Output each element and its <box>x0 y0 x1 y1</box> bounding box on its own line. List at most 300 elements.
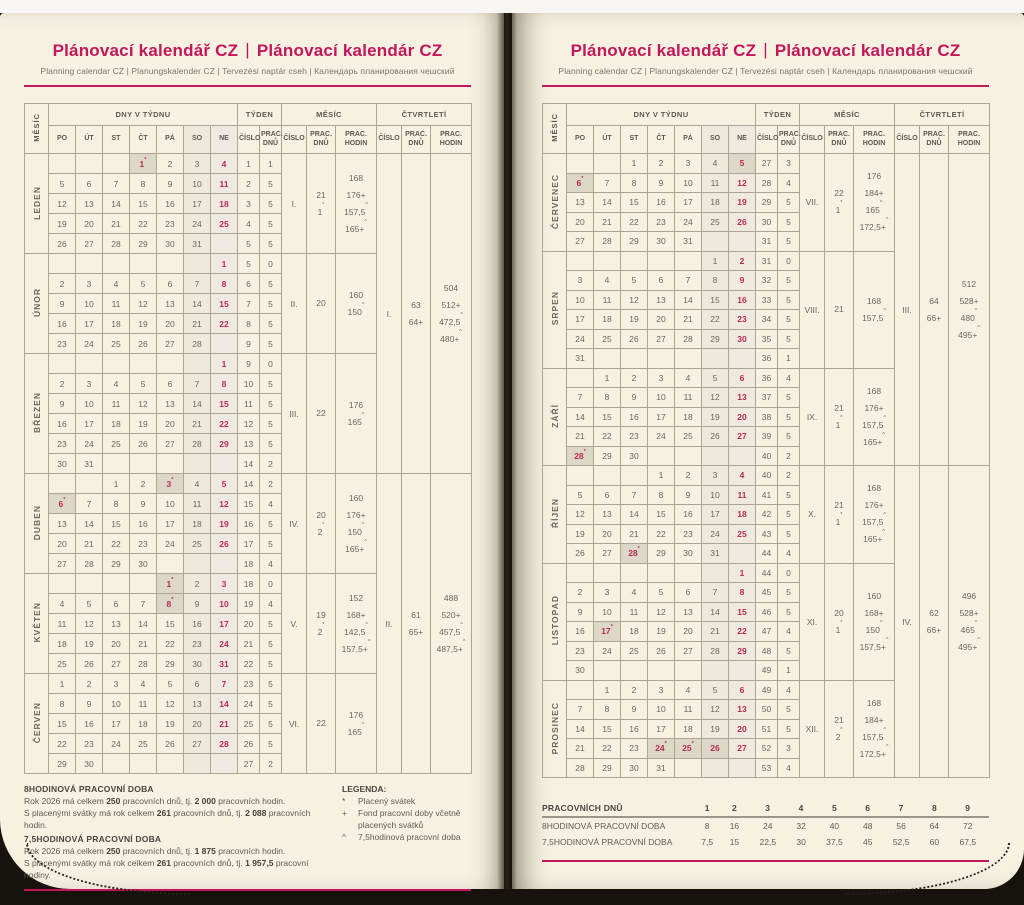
day-cell: 18 <box>675 407 702 427</box>
day-cell: 19 <box>157 714 184 734</box>
day-cell: 30 <box>621 446 648 466</box>
week-workdays-cell: 5 <box>260 514 282 534</box>
day-cell: 13 <box>103 614 130 634</box>
day-cell: 26 <box>157 734 184 754</box>
day-cell: 25 <box>675 427 702 447</box>
month-group-header: MĚSÍC <box>800 104 895 126</box>
day-cell: 22 <box>211 414 238 434</box>
day-cell: 19 <box>702 719 729 739</box>
day-cell: 4 <box>130 674 157 694</box>
day-cell: 25 <box>49 654 76 674</box>
week-number-cell: 9 <box>238 334 260 354</box>
day-cell: 21 <box>594 212 621 232</box>
day-cell: 30 <box>675 544 702 564</box>
day-cell <box>567 251 594 271</box>
page-title <box>542 41 989 61</box>
day-cell <box>76 474 103 494</box>
day-cell: 3 <box>675 154 702 174</box>
workdays-value-cell: 37,5 <box>826 837 843 847</box>
week-workdays-cell: 4 <box>260 494 282 514</box>
day-cell: 27 <box>103 654 130 674</box>
day-cell: 27 <box>157 334 184 354</box>
week-workdays-cell: 5 <box>778 212 800 232</box>
workdays-count-header: 1 <box>692 800 722 817</box>
day-cell: 7 <box>76 494 103 514</box>
footer-rule <box>542 860 989 862</box>
day-cell: 3 <box>76 374 103 394</box>
week-workdays-cell: 5 <box>260 294 282 314</box>
day-cell: 24 <box>594 641 621 661</box>
week-number-cell: 7 <box>238 294 260 314</box>
day-cell: 28 <box>130 654 157 674</box>
week-workdays-cell: 0 <box>778 563 800 583</box>
week-number-cell: 10 <box>238 374 260 394</box>
day-cell: 22 <box>594 427 621 447</box>
week-number-cell: 23 <box>238 674 260 694</box>
day-cell <box>76 574 103 594</box>
day-cell: 1* <box>157 574 184 594</box>
day-cell: 18 <box>103 414 130 434</box>
week-workdays-cell: 5 <box>778 485 800 505</box>
day-cell: 5 <box>157 674 184 694</box>
day-cell: 30 <box>157 234 184 254</box>
day-header-sun: NE <box>729 126 756 154</box>
month-workdays-cell: 19 2* <box>307 574 336 674</box>
day-cell <box>76 154 103 174</box>
day-cell <box>130 574 157 594</box>
workdays-value-cell: 30 <box>796 837 806 847</box>
day-cell: 21 <box>567 739 594 759</box>
day-cell: 21 <box>675 310 702 330</box>
day-cell: 5 <box>729 154 756 174</box>
day-cell: 27 <box>729 427 756 447</box>
week-number-cell: 27 <box>238 754 260 774</box>
week-workdays-cell: 5 <box>778 719 800 739</box>
day-cell: 10 <box>675 173 702 193</box>
week-number-cell: 35 <box>756 329 778 349</box>
month-workhours-cell: 168 176+ 157,5^ 165+^ <box>854 368 895 466</box>
day-cell: 21 <box>211 714 238 734</box>
day-cell: 16 <box>567 622 594 642</box>
day-cell: 5 <box>130 374 157 394</box>
day-cell: 12 <box>211 494 238 514</box>
day-cell <box>594 563 621 583</box>
week-number-cell: 25 <box>238 714 260 734</box>
day-cell: 28 <box>594 232 621 252</box>
day-cell: 20 <box>729 719 756 739</box>
day-cell: 16 <box>49 414 76 434</box>
week-number-cell: 28 <box>756 173 778 193</box>
day-cell: 9 <box>729 271 756 291</box>
week-number-cell: 17 <box>238 534 260 554</box>
week-number-cell: 6 <box>238 274 260 294</box>
week-workdays-cell: 5 <box>260 314 282 334</box>
day-cell: 29 <box>211 434 238 454</box>
week-number-cell: 33 <box>756 290 778 310</box>
day-cell: 22 <box>130 214 157 234</box>
day-cell: 23 <box>675 524 702 544</box>
title-sk: Plánovací kalendár CZ <box>774 41 961 60</box>
workdays-conversion-table <box>542 800 989 850</box>
day-cell: 12 <box>49 194 76 214</box>
header-rule <box>542 85 989 87</box>
month-workdays-cell: 21 1* <box>825 368 854 466</box>
quarter-workhours-cell: 488 520+ 457,5^ 487,5+^ <box>431 474 472 774</box>
day-cell: 28 <box>702 641 729 661</box>
day-cell: 11 <box>702 173 729 193</box>
workdays-count-header: 6 <box>856 800 880 817</box>
month-label: DUBEN <box>25 474 49 574</box>
week-number-cell: 47 <box>756 622 778 642</box>
day-cell: 12 <box>702 388 729 408</box>
day-cell: 12 <box>567 505 594 525</box>
month-workhours-cell: 176 184+ 165^ 172,5+^ <box>854 154 895 252</box>
month-number-cell: III. <box>282 354 307 474</box>
day-cell: 27 <box>157 434 184 454</box>
quarter-workhours-header: PRAC. HODIN <box>431 126 472 154</box>
day-cell <box>702 349 729 369</box>
week-workdays-cell: 5 <box>260 374 282 394</box>
workdays-count-header: 2 <box>722 800 746 817</box>
day-cell: 1 <box>702 251 729 271</box>
day-cell: 31 <box>76 454 103 474</box>
day-cell: 16 <box>130 514 157 534</box>
day-cell: 14 <box>567 407 594 427</box>
week-workdays-cell: 0 <box>778 251 800 271</box>
day-cell: 29 <box>702 329 729 349</box>
day-cell: 9 <box>76 694 103 714</box>
month-number-cell: XI. <box>800 563 825 680</box>
day-cell <box>648 563 675 583</box>
day-cell: 28 <box>211 734 238 754</box>
day-cell: 11 <box>103 294 130 314</box>
week-workdays-cell: 5 <box>778 407 800 427</box>
day-cell: 3 <box>702 466 729 486</box>
day-cell: 29 <box>103 554 130 574</box>
workdays-count-header: 5 <box>813 800 855 817</box>
day-cell: 12 <box>648 602 675 622</box>
day-cell: 1 <box>211 254 238 274</box>
legend-symbol: + <box>342 808 347 818</box>
month-workhours-cell: 152 168+ 142,5^ 157,5+^ <box>336 574 377 674</box>
week-number-cell: 44 <box>756 544 778 564</box>
day-cell: 15 <box>621 193 648 213</box>
legend-item <box>342 831 470 843</box>
day-cell <box>103 574 130 594</box>
day-cell: 24 <box>648 427 675 447</box>
day-cell: 18 <box>130 714 157 734</box>
day-cell: 14 <box>211 694 238 714</box>
day-cell: 9 <box>648 173 675 193</box>
book-spine <box>497 13 517 889</box>
day-cell: 12 <box>130 294 157 314</box>
day-cell: 3 <box>567 271 594 291</box>
week-number-cell: 52 <box>756 739 778 759</box>
page-subtitle: Planning calendar CZ | Planungskalender CZ | Tervezési naptár cseh | Календарь планирования чешский <box>558 66 973 76</box>
day-cell: 31 <box>567 349 594 369</box>
week-number-cell: 18 <box>238 574 260 594</box>
workdays-value-cell: 48 <box>863 821 873 831</box>
day-cell: 14 <box>184 294 211 314</box>
week-number-cell: 21 <box>238 634 260 654</box>
day-cell: 5 <box>211 474 238 494</box>
day-cell: 9 <box>49 394 76 414</box>
day-cell <box>157 454 184 474</box>
workdays-value-cell: 16 <box>729 821 740 831</box>
workdays-value-cell: 60 <box>929 837 940 847</box>
day-cell: 22 <box>103 534 130 554</box>
day-cell: 12 <box>130 394 157 414</box>
day-cell: 17 <box>211 614 238 634</box>
month-workdays-cell: 20 <box>307 254 336 354</box>
day-cell: 25 <box>729 524 756 544</box>
day-cell <box>648 251 675 271</box>
day-cell: 18 <box>211 194 238 214</box>
day-cell <box>648 661 675 681</box>
day-cell: 20 <box>103 634 130 654</box>
week-number-cell: 15 <box>238 494 260 514</box>
quarter-group-header: ČTVRTLETÍ <box>895 104 990 126</box>
day-cell: 11 <box>103 394 130 414</box>
day-cell: 8 <box>648 485 675 505</box>
workdays-value-cell: 56 <box>896 821 906 831</box>
day-cell: 18 <box>103 314 130 334</box>
week-number-cell: 1 <box>238 154 260 174</box>
day-cell: 4 <box>103 274 130 294</box>
legend-item <box>342 807 470 831</box>
day-cell: 27 <box>729 739 756 759</box>
day-cell <box>729 661 756 681</box>
day-cell: 22 <box>594 739 621 759</box>
week-workdays-cell: 5 <box>260 174 282 194</box>
workdays-row-label: 7,5HODINOVÁ PRACOVNÍ DOBA <box>542 837 673 847</box>
day-cell <box>130 454 157 474</box>
week-number-cell: 9 <box>238 354 260 374</box>
day-cell: 24 <box>702 524 729 544</box>
legend-item <box>342 795 470 807</box>
day-cell: 25 <box>130 734 157 754</box>
month-workdays-header: PRAC. DNŮ <box>307 126 336 154</box>
day-cell <box>675 758 702 778</box>
day-cell: 6 <box>648 271 675 291</box>
day-cell: 20 <box>594 524 621 544</box>
week-group-header: TÝDEN <box>238 104 282 126</box>
week-workdays-cell: 0 <box>260 254 282 274</box>
day-cell: 20 <box>49 534 76 554</box>
week-number-cell: 44 <box>756 563 778 583</box>
day-cell <box>702 563 729 583</box>
quarter-number-cell: II. <box>377 474 402 774</box>
day-cell: 22 <box>211 314 238 334</box>
week-workdays-cell: 5 <box>260 194 282 214</box>
week-workdays-cell: 4 <box>260 554 282 574</box>
month-label: ČERVEN <box>25 674 49 774</box>
week-number-cell: 45 <box>756 583 778 603</box>
month-workdays-cell: 22 <box>307 354 336 474</box>
day-cell: 19 <box>130 314 157 334</box>
week-workdays-cell: 5 <box>260 414 282 434</box>
day-cell: 23 <box>648 212 675 232</box>
day-cell: 7 <box>675 271 702 291</box>
calendar-week-row <box>543 466 990 486</box>
day-cell: 4 <box>184 474 211 494</box>
week-workdays-cell: 5 <box>260 674 282 694</box>
week-workdays-cell: 2 <box>260 454 282 474</box>
day-cell: 6 <box>76 174 103 194</box>
week-workdays-cell: 1 <box>778 661 800 681</box>
week-number-cell: 53 <box>756 758 778 778</box>
day-cell: 15 <box>729 602 756 622</box>
day-cell: 27 <box>76 234 103 254</box>
legend-title: LEGENDA: <box>342 784 387 794</box>
day-cell <box>49 254 76 274</box>
day-cell: 29 <box>648 544 675 564</box>
day-cell: 22 <box>648 524 675 544</box>
day-cell: 26 <box>49 234 76 254</box>
day-cell: 7 <box>130 594 157 614</box>
month-number-cell: VII. <box>800 154 825 252</box>
day-cell: 19 <box>702 407 729 427</box>
day-cell: 24 <box>103 734 130 754</box>
day-cell: 26 <box>76 654 103 674</box>
day-cell: 30 <box>184 654 211 674</box>
day-cell: 9 <box>621 700 648 720</box>
day-cell <box>103 154 130 174</box>
day-cell: 10 <box>184 174 211 194</box>
day-cell: 8 <box>702 271 729 291</box>
day-cell: 25 <box>184 534 211 554</box>
day-cell: 20 <box>648 310 675 330</box>
day-cell: 8* <box>157 594 184 614</box>
day-cell: 1 <box>49 674 76 694</box>
day-cell <box>157 554 184 574</box>
title-separator: | <box>245 40 250 59</box>
quarter-workdays-cell: 62 66+ <box>920 466 949 778</box>
week-number-cell: 46 <box>756 602 778 622</box>
month-label: ŘÍJEN <box>543 466 567 564</box>
day-cell: 19 <box>211 514 238 534</box>
day-header-mon: PO <box>567 126 594 154</box>
day-cell: 21 <box>567 427 594 447</box>
day-cell <box>567 466 594 486</box>
day-cell: 29 <box>157 654 184 674</box>
day-cell <box>184 454 211 474</box>
day-cell: 4 <box>729 466 756 486</box>
day-cell <box>648 446 675 466</box>
day-cell: 20 <box>567 212 594 232</box>
day-cell: 30 <box>648 232 675 252</box>
page-subtitle: Planning calendar CZ | Planungskalender CZ | Tervezési naptár cseh | Календарь планирования чешский <box>40 66 455 76</box>
week-number-cell: 41 <box>756 485 778 505</box>
day-cell: 16 <box>157 194 184 214</box>
title-cz: Plánovací kalendář CZ <box>570 41 757 60</box>
day-cell: 16 <box>184 614 211 634</box>
day-cell: 6* <box>49 494 76 514</box>
quarter-workdays-cell: 61 65+ <box>402 474 431 774</box>
workdays-value-cell: 67,5 <box>959 837 977 847</box>
legend-symbol: ^ <box>342 832 346 842</box>
day-cell: 2 <box>621 680 648 700</box>
week-number-cell: 19 <box>238 594 260 614</box>
day-cell: 29 <box>729 641 756 661</box>
day-header-sat: SO <box>702 126 729 154</box>
day-cell: 1 <box>621 154 648 174</box>
day-cell: 13 <box>49 514 76 534</box>
legend-text: Fond pracovní doby včetně placených svátků <box>358 808 461 830</box>
day-cell: 14 <box>184 394 211 414</box>
days-group-header: DNY V TÝDNU <box>567 104 756 126</box>
day-cell <box>675 661 702 681</box>
day-cell: 27 <box>49 554 76 574</box>
day-cell: 17 <box>702 505 729 525</box>
legend <box>342 783 470 881</box>
day-cell: 8 <box>49 694 76 714</box>
day-header-sat: SO <box>184 126 211 154</box>
week-workdays-cell: 5 <box>260 434 282 454</box>
week-workdays-cell: 5 <box>778 427 800 447</box>
day-cell: 23 <box>729 310 756 330</box>
week-workdays-cell: 5 <box>260 634 282 654</box>
day-cell: 13 <box>567 193 594 213</box>
month-number-cell: VI. <box>282 674 307 774</box>
workdays-value-cell: 24 <box>763 821 773 831</box>
day-cell: 16 <box>76 714 103 734</box>
day-cell <box>648 349 675 369</box>
day-cell: 26 <box>702 427 729 447</box>
week-number-cell: 24 <box>238 694 260 714</box>
week-workdays-cell: 5 <box>260 274 282 294</box>
day-cell: 17 <box>103 714 130 734</box>
day-cell: 16 <box>675 505 702 525</box>
week-number-cell: 20 <box>238 614 260 634</box>
day-cell: 9 <box>157 174 184 194</box>
week-workdays-cell: 5 <box>778 602 800 622</box>
day-cell: 5 <box>702 680 729 700</box>
day-cell: 25 <box>103 334 130 354</box>
day-cell: 27 <box>648 329 675 349</box>
day-cell: 24 <box>675 212 702 232</box>
month-workhours-header: PRAC. HODIN <box>854 126 895 154</box>
day-cell: 25 <box>103 434 130 454</box>
week-number-cell: 34 <box>756 310 778 330</box>
day-cell <box>702 661 729 681</box>
day-cell <box>184 254 211 274</box>
day-cell <box>621 661 648 681</box>
day-cell: 3 <box>184 154 211 174</box>
day-cell: 17 <box>648 719 675 739</box>
week-workdays-cell: 5 <box>778 505 800 525</box>
week-workdays-cell: 5 <box>260 654 282 674</box>
day-cell <box>729 544 756 564</box>
day-cell: 20 <box>675 622 702 642</box>
day-cell: 18 <box>594 310 621 330</box>
day-cell <box>211 334 238 354</box>
calendar-table-jul-dec <box>542 103 990 778</box>
day-cell <box>729 758 756 778</box>
title-sk: Plánovací kalendár CZ <box>256 41 443 60</box>
week-workdays-cell: 5 <box>778 524 800 544</box>
month-workdays-cell: 21 <box>825 251 854 368</box>
day-cell <box>103 754 130 774</box>
day-cell: 24 <box>76 434 103 454</box>
day-cell <box>103 454 130 474</box>
day-cell <box>675 349 702 369</box>
day-cell: 11 <box>184 494 211 514</box>
week-workdays-cell: 5 <box>778 232 800 252</box>
workdays-col-header: PRACOVNÍCH DNŮ <box>542 800 692 817</box>
day-cell <box>76 254 103 274</box>
month-workdays-cell: 22 1* <box>825 154 854 252</box>
